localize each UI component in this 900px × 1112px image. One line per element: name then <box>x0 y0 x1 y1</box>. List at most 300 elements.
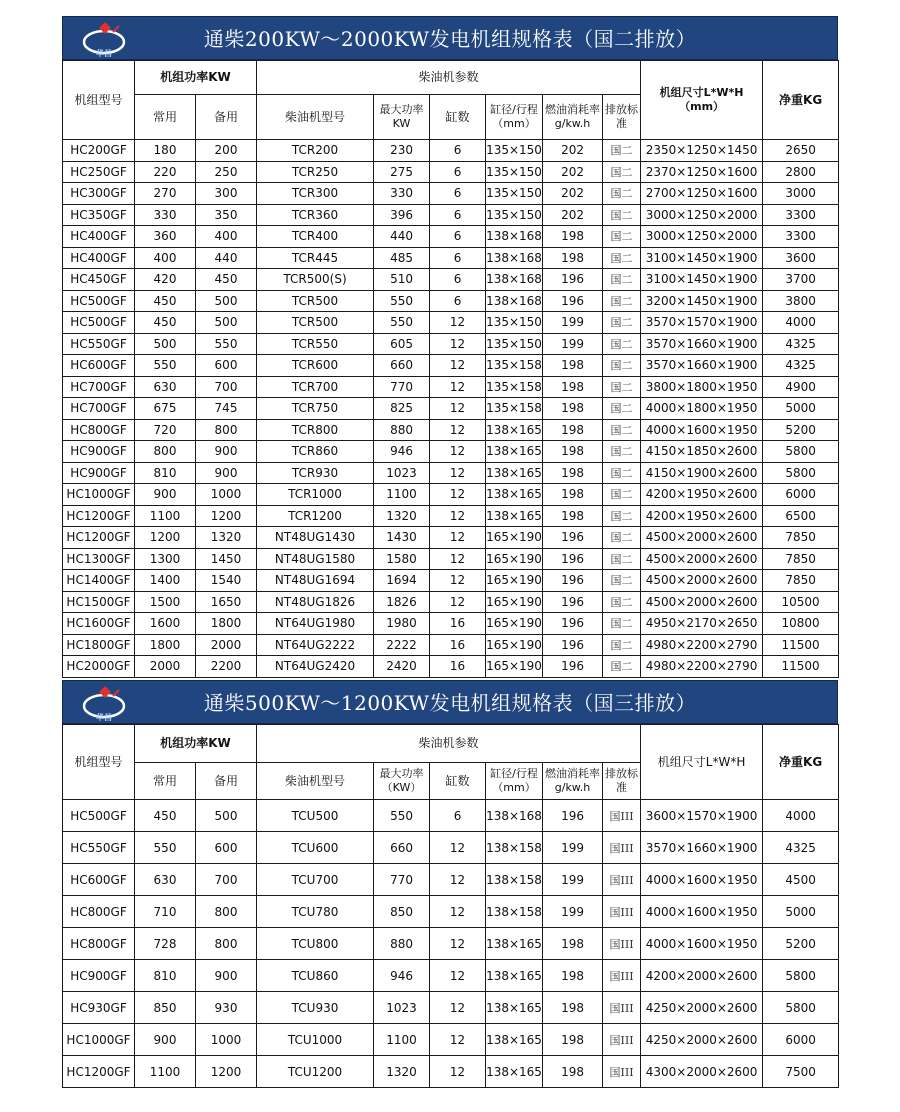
cell-fuel: 202 <box>543 140 603 162</box>
cell-emission: 国二 <box>603 505 641 527</box>
spec-section-guo3 <box>62 680 838 1088</box>
cell-model: HC900GF <box>63 462 135 484</box>
cell-dimensions: 4250×2000×2600 <box>641 1024 763 1056</box>
cell-dimensions: 3100×1450×1900 <box>641 247 763 269</box>
cell-weight: 4000 <box>763 800 839 832</box>
cell-bore-stroke: 138×165 <box>486 960 543 992</box>
cell-emission: 国二 <box>603 656 641 678</box>
cell-fuel: 198 <box>543 1056 603 1088</box>
cell-cylinders: 12 <box>430 1024 486 1056</box>
cell-common: 2000 <box>135 656 196 678</box>
cell-standby: 900 <box>196 462 257 484</box>
cell-max-power: 1023 <box>374 462 430 484</box>
cell-standby: 1200 <box>196 1056 257 1088</box>
cell-standby: 350 <box>196 204 257 226</box>
table-row <box>63 864 839 896</box>
table-body <box>63 140 839 678</box>
cell-bore-stroke: 138×165 <box>486 441 543 463</box>
table-row <box>63 992 839 1024</box>
cell-max-power: 946 <box>374 441 430 463</box>
cell-max-power: 485 <box>374 247 430 269</box>
cell-common: 180 <box>135 140 196 162</box>
cell-common: 728 <box>135 928 196 960</box>
cell-bore-stroke: 165×190 <box>486 527 543 549</box>
cell-max-power: 1980 <box>374 613 430 635</box>
cell-cylinders: 6 <box>430 140 486 162</box>
cell-model: HC300GF <box>63 183 135 205</box>
cell-weight: 3300 <box>763 204 839 226</box>
cell-fuel: 196 <box>543 290 603 312</box>
cell-weight: 11500 <box>763 634 839 656</box>
cell-weight: 5200 <box>763 928 839 960</box>
cell-dimensions: 4500×2000×2600 <box>641 548 763 570</box>
cell-bore-stroke: 138×158 <box>486 896 543 928</box>
table-row <box>63 333 839 355</box>
header-max-power: 最大功率（KW） <box>374 763 430 800</box>
header-model: 机组型号 <box>63 725 135 800</box>
cell-max-power: 550 <box>374 800 430 832</box>
cell-fuel: 199 <box>543 312 603 334</box>
cell-dimensions: 4000×1600×1950 <box>641 896 763 928</box>
cell-common: 500 <box>135 333 196 355</box>
table-row <box>63 928 839 960</box>
header-fuel: 燃油消耗率g/kw.h <box>543 763 603 800</box>
cell-fuel: 202 <box>543 161 603 183</box>
cell-max-power: 330 <box>374 183 430 205</box>
cell-cylinders: 12 <box>430 928 486 960</box>
cell-dimensions: 4000×1600×1950 <box>641 419 763 441</box>
cell-max-power: 1580 <box>374 548 430 570</box>
cell-dimensions: 3200×1450×1900 <box>641 290 763 312</box>
cell-engine-model: NT64UG2222 <box>257 634 374 656</box>
cell-emission: 国二 <box>603 613 641 635</box>
cell-dimensions: 4500×2000×2600 <box>641 570 763 592</box>
cell-cylinders: 12 <box>430 398 486 420</box>
table-row <box>63 290 839 312</box>
cell-weight: 2800 <box>763 161 839 183</box>
cell-fuel: 198 <box>543 1024 603 1056</box>
cell-standby: 700 <box>196 864 257 896</box>
cell-common: 360 <box>135 226 196 248</box>
cell-common: 220 <box>135 161 196 183</box>
cell-model: HC500GF <box>63 312 135 334</box>
cell-bore-stroke: 165×190 <box>486 634 543 656</box>
cell-common: 710 <box>135 896 196 928</box>
cell-engine-model: TCR550 <box>257 333 374 355</box>
table-row <box>63 960 839 992</box>
table-row <box>63 613 839 635</box>
cell-max-power: 825 <box>374 398 430 420</box>
cell-engine-model: TCR445 <box>257 247 374 269</box>
cell-standby: 550 <box>196 333 257 355</box>
cell-dimensions: 4980×2200×2790 <box>641 656 763 678</box>
cell-emission: 国二 <box>603 634 641 656</box>
cell-emission: 国III <box>603 1024 641 1056</box>
cell-dimensions: 4500×2000×2600 <box>641 591 763 613</box>
header-common: 常用 <box>135 95 196 140</box>
cell-bore-stroke: 138×158 <box>486 864 543 896</box>
cell-dimensions: 3570×1660×1900 <box>641 333 763 355</box>
cell-bore-stroke: 165×190 <box>486 613 543 635</box>
cell-engine-model: TCU600 <box>257 832 374 864</box>
cell-dimensions: 4150×1900×2600 <box>641 462 763 484</box>
cell-emission: 国III <box>603 1056 641 1088</box>
cell-bore-stroke: 138×168 <box>486 226 543 248</box>
cell-emission: 国二 <box>603 419 641 441</box>
cell-bore-stroke: 165×190 <box>486 548 543 570</box>
cell-model: HC800GF <box>63 419 135 441</box>
cell-standby: 2000 <box>196 634 257 656</box>
cell-standby: 600 <box>196 355 257 377</box>
cell-weight: 7500 <box>763 1056 839 1088</box>
header-max-power: 最大功率KW <box>374 95 430 140</box>
cell-weight: 10500 <box>763 591 839 613</box>
cell-model: HC1500GF <box>63 591 135 613</box>
header-bore-stroke: 缸径/行程（mm） <box>486 763 543 800</box>
cell-max-power: 660 <box>374 832 430 864</box>
cell-cylinders: 12 <box>430 484 486 506</box>
cell-common: 900 <box>135 484 196 506</box>
cell-fuel: 199 <box>543 832 603 864</box>
cell-common: 630 <box>135 864 196 896</box>
cell-engine-model: TCU930 <box>257 992 374 1024</box>
cell-fuel: 198 <box>543 484 603 506</box>
cell-standby: 500 <box>196 800 257 832</box>
cell-bore-stroke: 138×158 <box>486 832 543 864</box>
cell-common: 1200 <box>135 527 196 549</box>
table-row <box>63 140 839 162</box>
cell-standby: 200 <box>196 140 257 162</box>
cell-cylinders: 12 <box>430 527 486 549</box>
cell-max-power: 1320 <box>374 1056 430 1088</box>
table-row <box>63 441 839 463</box>
cell-weight: 7850 <box>763 570 839 592</box>
cell-fuel: 199 <box>543 864 603 896</box>
cell-emission: 国二 <box>603 527 641 549</box>
cell-cylinders: 12 <box>430 505 486 527</box>
table-header <box>63 725 839 800</box>
table-row <box>63 800 839 832</box>
cell-emission: 国III <box>603 992 641 1024</box>
cell-common: 810 <box>135 462 196 484</box>
cell-max-power: 660 <box>374 355 430 377</box>
cell-weight: 4325 <box>763 355 839 377</box>
cell-fuel: 196 <box>543 570 603 592</box>
cell-engine-model: NT48UG1694 <box>257 570 374 592</box>
header-standby: 备用 <box>196 95 257 140</box>
cell-model: HC400GF <box>63 247 135 269</box>
cell-max-power: 880 <box>374 419 430 441</box>
cell-common: 1500 <box>135 591 196 613</box>
cell-bore-stroke: 165×190 <box>486 591 543 613</box>
cell-common: 1100 <box>135 505 196 527</box>
cell-model: HC550GF <box>63 832 135 864</box>
cell-emission: 国二 <box>603 484 641 506</box>
cell-common: 850 <box>135 992 196 1024</box>
cell-bore-stroke: 135×158 <box>486 355 543 377</box>
cell-common: 1400 <box>135 570 196 592</box>
cell-fuel: 196 <box>543 656 603 678</box>
cell-weight: 6000 <box>763 1024 839 1056</box>
cell-cylinders: 6 <box>430 290 486 312</box>
cell-emission: 国二 <box>603 183 641 205</box>
cell-engine-model: TCR360 <box>257 204 374 226</box>
cell-engine-model: TCR930 <box>257 462 374 484</box>
cell-cylinders: 12 <box>430 548 486 570</box>
header-model: 机组型号 <box>63 61 135 140</box>
cell-engine-model: TCR400 <box>257 226 374 248</box>
cell-weight: 5200 <box>763 419 839 441</box>
table-row <box>63 462 839 484</box>
cell-dimensions: 3000×1250×2000 <box>641 204 763 226</box>
table-header <box>63 61 839 140</box>
table-row <box>63 527 839 549</box>
cell-emission: 国二 <box>603 591 641 613</box>
cell-cylinders: 6 <box>430 204 486 226</box>
table-row <box>63 419 839 441</box>
cell-weight: 5000 <box>763 896 839 928</box>
cell-dimensions: 4150×1850×2600 <box>641 441 763 463</box>
cell-model: HC500GF <box>63 290 135 312</box>
cell-cylinders: 12 <box>430 591 486 613</box>
cell-standby: 1000 <box>196 1024 257 1056</box>
cell-weight: 5800 <box>763 960 839 992</box>
cell-bore-stroke: 138×165 <box>486 992 543 1024</box>
cell-model: HC1000GF <box>63 484 135 506</box>
cell-model: HC450GF <box>63 269 135 291</box>
cell-bore-stroke: 138×165 <box>486 1024 543 1056</box>
table-row <box>63 896 839 928</box>
cell-cylinders: 12 <box>430 312 486 334</box>
cell-weight: 4325 <box>763 333 839 355</box>
cell-model: HC400GF <box>63 226 135 248</box>
cell-engine-model: TCR750 <box>257 398 374 420</box>
cell-fuel: 202 <box>543 183 603 205</box>
cell-engine-model: TCR600 <box>257 355 374 377</box>
header-engine-model: 柴油机型号 <box>257 763 374 800</box>
cell-common: 450 <box>135 800 196 832</box>
header-weight: 净重KG <box>763 725 839 800</box>
cell-max-power: 1694 <box>374 570 430 592</box>
cell-standby: 1000 <box>196 484 257 506</box>
cell-dimensions: 4500×2000×2600 <box>641 527 763 549</box>
cell-cylinders: 12 <box>430 1056 486 1088</box>
cell-standby: 450 <box>196 269 257 291</box>
table-row <box>63 204 839 226</box>
cell-standby: 300 <box>196 183 257 205</box>
cell-model: HC1200GF <box>63 527 135 549</box>
cell-bore-stroke: 165×190 <box>486 656 543 678</box>
cell-weight: 5800 <box>763 992 839 1024</box>
cell-weight: 4500 <box>763 864 839 896</box>
cell-standby: 400 <box>196 226 257 248</box>
cell-model: HC600GF <box>63 864 135 896</box>
spec-table <box>62 724 839 1088</box>
cell-engine-model: NT48UG1826 <box>257 591 374 613</box>
cell-engine-model: TCR500 <box>257 312 374 334</box>
cell-max-power: 550 <box>374 312 430 334</box>
cell-emission: 国二 <box>603 269 641 291</box>
cell-model: HC350GF <box>63 204 135 226</box>
cell-max-power: 2420 <box>374 656 430 678</box>
cell-standby: 1450 <box>196 548 257 570</box>
cell-dimensions: 4950×2170×2650 <box>641 613 763 635</box>
cell-engine-model: NT48UG1580 <box>257 548 374 570</box>
cell-bore-stroke: 165×190 <box>486 570 543 592</box>
cell-model: HC900GF <box>63 960 135 992</box>
table-row <box>63 183 839 205</box>
cell-dimensions: 2370×1250×1600 <box>641 161 763 183</box>
cell-max-power: 770 <box>374 864 430 896</box>
cell-fuel: 196 <box>543 269 603 291</box>
cell-standby: 1540 <box>196 570 257 592</box>
section-banner <box>62 680 838 724</box>
table-row <box>63 832 839 864</box>
cell-cylinders: 6 <box>430 161 486 183</box>
cell-fuel: 198 <box>543 960 603 992</box>
cell-emission: 国III <box>603 960 641 992</box>
cell-engine-model: TCR300 <box>257 183 374 205</box>
cell-emission: 国III <box>603 864 641 896</box>
cell-model: HC1200GF <box>63 1056 135 1088</box>
cell-common: 1100 <box>135 1056 196 1088</box>
cell-fuel: 198 <box>543 928 603 960</box>
cell-dimensions: 3570×1660×1900 <box>641 832 763 864</box>
cell-engine-model: NT48UG1430 <box>257 527 374 549</box>
cell-standby: 930 <box>196 992 257 1024</box>
cell-cylinders: 12 <box>430 570 486 592</box>
cell-common: 720 <box>135 419 196 441</box>
cell-weight: 4900 <box>763 376 839 398</box>
cell-dimensions: 2350×1250×1450 <box>641 140 763 162</box>
cell-standby: 250 <box>196 161 257 183</box>
cell-model: HC1000GF <box>63 1024 135 1056</box>
cell-fuel: 198 <box>543 247 603 269</box>
cell-dimensions: 3000×1250×2000 <box>641 226 763 248</box>
cell-max-power: 2222 <box>374 634 430 656</box>
cell-weight: 7850 <box>763 527 839 549</box>
cell-cylinders: 6 <box>430 226 486 248</box>
table-row <box>63 591 839 613</box>
cell-bore-stroke: 138×165 <box>486 505 543 527</box>
cell-model: HC1600GF <box>63 613 135 635</box>
cell-max-power: 510 <box>374 269 430 291</box>
cell-fuel: 198 <box>543 441 603 463</box>
cell-dimensions: 4000×1800×1950 <box>641 398 763 420</box>
logo-text: 华昌 <box>96 49 112 58</box>
cell-dimensions: 4250×2000×2600 <box>641 992 763 1024</box>
header-dimensions: 机组尺寸L*W*H <box>641 725 763 800</box>
cell-engine-model: TCU780 <box>257 896 374 928</box>
cell-emission: 国二 <box>603 333 641 355</box>
cell-engine-model: TCU500 <box>257 800 374 832</box>
cell-bore-stroke: 138×168 <box>486 247 543 269</box>
cell-emission: 国二 <box>603 398 641 420</box>
cell-standby: 600 <box>196 832 257 864</box>
cell-emission: 国二 <box>603 376 641 398</box>
cell-model: HC800GF <box>63 896 135 928</box>
cell-model: HC500GF <box>63 800 135 832</box>
cell-fuel: 198 <box>543 992 603 1024</box>
cell-engine-model: TCU860 <box>257 960 374 992</box>
cell-engine-model: TCR860 <box>257 441 374 463</box>
cell-cylinders: 6 <box>430 269 486 291</box>
cell-common: 400 <box>135 247 196 269</box>
cell-engine-model: TCR800 <box>257 419 374 441</box>
table-row <box>63 548 839 570</box>
cell-max-power: 605 <box>374 333 430 355</box>
logo-text: 华昌 <box>96 713 112 722</box>
cell-standby: 2200 <box>196 656 257 678</box>
cell-cylinders: 12 <box>430 462 486 484</box>
spec-table <box>62 60 839 678</box>
cell-common: 550 <box>135 832 196 864</box>
cell-standby: 800 <box>196 419 257 441</box>
cell-fuel: 196 <box>543 548 603 570</box>
cell-weight: 7850 <box>763 548 839 570</box>
cell-common: 800 <box>135 441 196 463</box>
cell-bore-stroke: 138×168 <box>486 269 543 291</box>
cell-max-power: 770 <box>374 376 430 398</box>
cell-max-power: 1100 <box>374 1024 430 1056</box>
header-emission: 排放标准 <box>603 763 641 800</box>
table-row <box>63 398 839 420</box>
table-row <box>63 634 839 656</box>
cell-emission: 国III <box>603 896 641 928</box>
cell-max-power: 1430 <box>374 527 430 549</box>
table-row <box>63 355 839 377</box>
cell-engine-model: TCU1200 <box>257 1056 374 1088</box>
cell-model: HC700GF <box>63 376 135 398</box>
cell-engine-model: TCR250 <box>257 161 374 183</box>
cell-emission: 国III <box>603 832 641 864</box>
cell-fuel: 199 <box>543 333 603 355</box>
cell-emission: 国III <box>603 800 641 832</box>
cell-model: HC800GF <box>63 928 135 960</box>
cell-weight: 3300 <box>763 226 839 248</box>
cell-emission: 国二 <box>603 462 641 484</box>
cell-bore-stroke: 138×165 <box>486 928 543 960</box>
cell-common: 450 <box>135 312 196 334</box>
cell-common: 420 <box>135 269 196 291</box>
cell-emission: 国二 <box>603 312 641 334</box>
table-row <box>63 656 839 678</box>
cell-fuel: 196 <box>543 527 603 549</box>
header-dimensions: 机组尺寸L*W*H（mm） <box>641 61 763 140</box>
cell-bore-stroke: 135×150 <box>486 204 543 226</box>
cell-emission: 国二 <box>603 355 641 377</box>
table-row <box>63 1024 839 1056</box>
cell-dimensions: 3570×1660×1900 <box>641 355 763 377</box>
cell-common: 675 <box>135 398 196 420</box>
cell-bore-stroke: 138×168 <box>486 290 543 312</box>
cell-standby: 800 <box>196 928 257 960</box>
cell-bore-stroke: 135×150 <box>486 183 543 205</box>
table-row <box>63 161 839 183</box>
cell-standby: 1800 <box>196 613 257 635</box>
header-power: 机组功率KW <box>135 725 257 763</box>
cell-weight: 5800 <box>763 441 839 463</box>
cell-cylinders: 12 <box>430 441 486 463</box>
cell-dimensions: 4200×1950×2600 <box>641 505 763 527</box>
header-engine-params: 柴油机参数 <box>257 61 641 95</box>
cell-fuel: 198 <box>543 462 603 484</box>
cell-dimensions: 3100×1450×1900 <box>641 269 763 291</box>
cell-dimensions: 4200×2000×2600 <box>641 960 763 992</box>
cell-dimensions: 4980×2200×2790 <box>641 634 763 656</box>
header-common: 常用 <box>135 763 196 800</box>
cell-emission: 国二 <box>603 290 641 312</box>
